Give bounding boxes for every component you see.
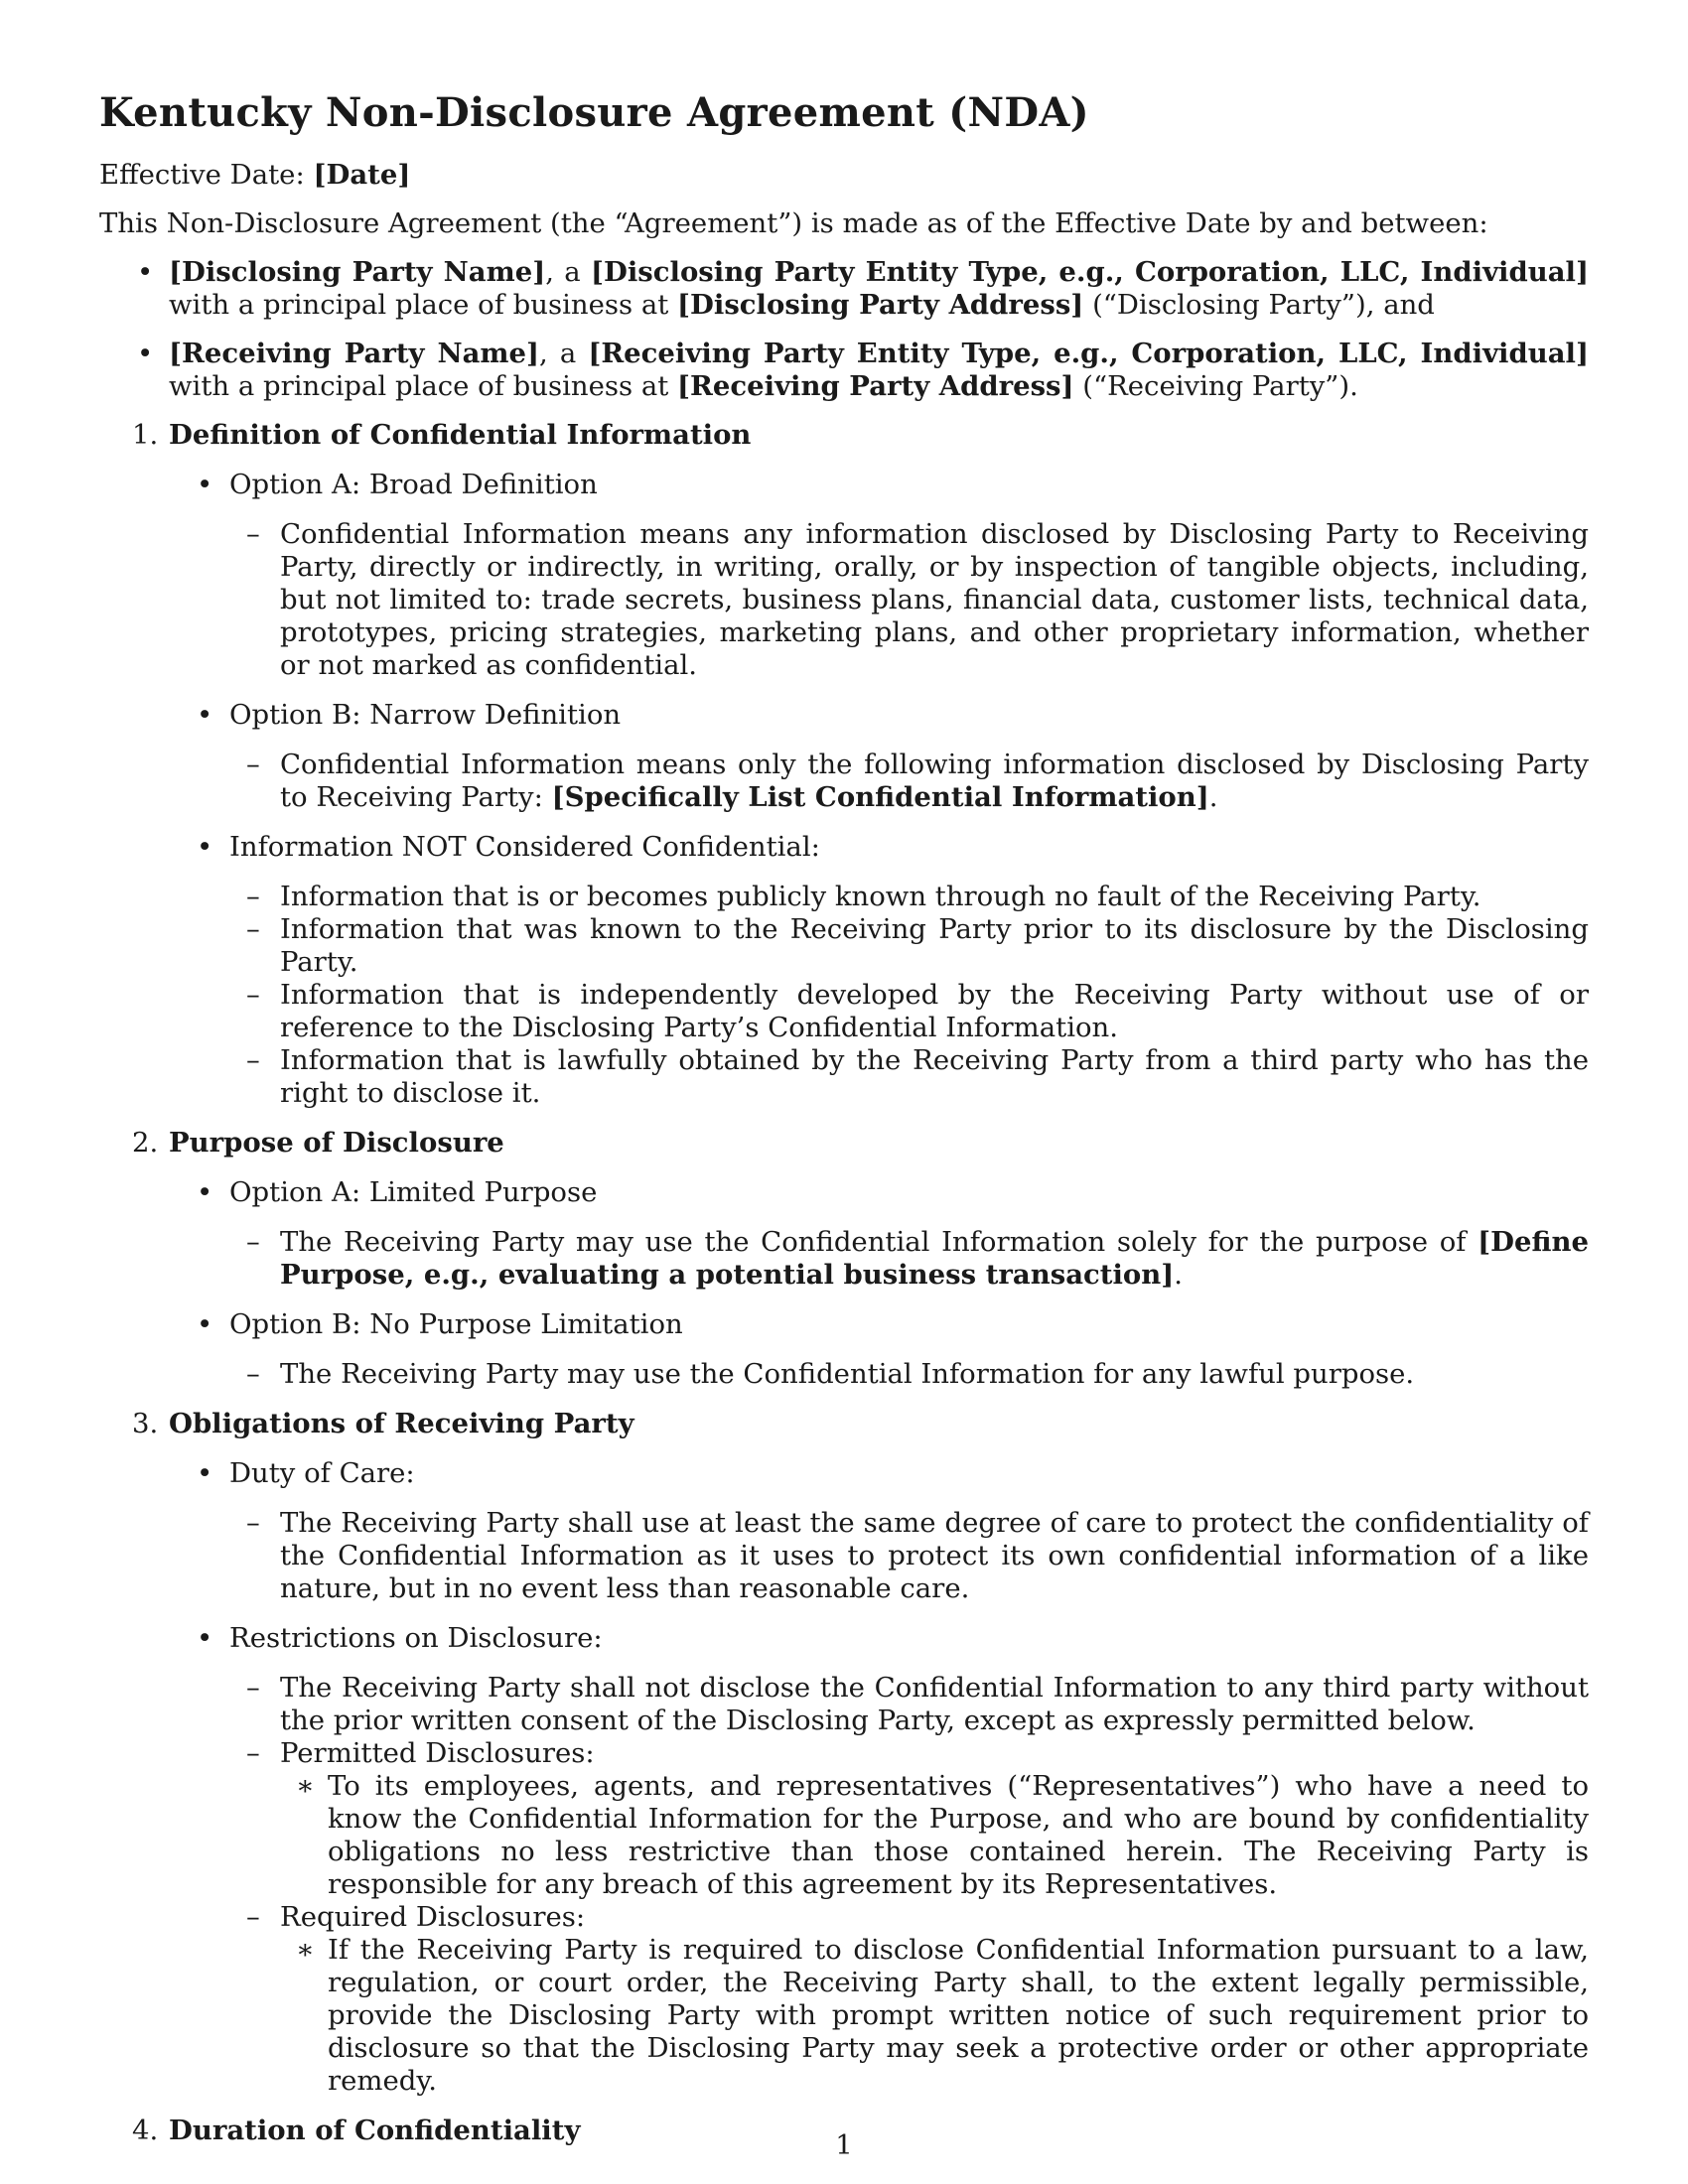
section-3 xyxy=(99,1408,1589,2098)
disclosing-party-address: [Disclosing Party Address] xyxy=(677,289,1084,321)
effective-date-value: [Date] xyxy=(313,159,411,191)
bullet-icon: • xyxy=(197,1176,213,1208)
list-item: – Information that is or becomes publicly known through no fault of the Receiving Party. xyxy=(246,881,1481,912)
disclosing-party-item: • [Disclosing Party Name], a [Disclosing Party Entity Type, e.g., Corporation, LLC, Individual] with a principal place of business at [Disclosing Party Address] (“Disclosing Party”), and xyxy=(137,256,1589,321)
section-heading: 4. Duration of Confidentiality xyxy=(132,2115,581,2146)
placeholder-field: [Specifically List Confidential Information] xyxy=(551,781,1209,813)
section-heading: 3. Obligations of Receiving Party xyxy=(132,1408,634,1439)
option-item: • Option B: No Purpose Limitation xyxy=(197,1308,683,1340)
dash-icon: – xyxy=(246,1507,260,1539)
dash-icon: – xyxy=(246,979,260,1011)
option-text: – Confidential Information means only the following information disclosed by Disclosing Party to Receiving Party: [Specifically List Confidential Information]. xyxy=(246,749,1589,813)
list-item: – Information that was known to the Receiving Party prior to its disclosure by the Disclosing Party. xyxy=(246,913,1589,978)
bullet-icon: • xyxy=(197,831,213,863)
section-1 xyxy=(99,419,1589,1110)
dash-icon: – xyxy=(246,1358,260,1390)
dash-icon: – xyxy=(246,881,260,912)
receiving-party-address: [Receiving Party Address] xyxy=(677,370,1074,402)
section-heading: 1. Definition of Confidential Information xyxy=(132,419,752,451)
option-text: – Confidential Information means any information disclosed by Disclosing Party to Receiving Party, directly or indirectly, in writing, orally, or by inspection of tangible objects, including, but not limited to: trade secrets, business plans, financial data, customer lists, technical data, prototypes, pricing strategies, marketing plans, and other proprietary information, whether or not marked as confidential. xyxy=(246,518,1589,681)
disclosing-party-entity: [Disclosing Party Entity Type, e.g., Corporation, LLC, Individual] xyxy=(590,256,1589,288)
dash-icon: – xyxy=(246,1672,260,1704)
receiving-party-name: [Receiving Party Name] xyxy=(169,338,540,369)
bullet-icon: • xyxy=(197,699,213,731)
dash-icon: – xyxy=(246,1044,260,1076)
option-item: • Restrictions on Disclosure: xyxy=(197,1622,603,1654)
list-subitem: ∗ To its employees, agents, and representatives (“Representatives”) who have a need to know the Confidential Information for the Purpose, and who are bound by confidentiality obligations no less restrictive than those contained herein. The Receiving Party is responsible for any breach of this agreement by its Representatives. xyxy=(296,1770,1589,1900)
option-item: • Duty of Care: xyxy=(197,1457,415,1489)
effective-date-line xyxy=(99,159,1589,192)
dash-icon: – xyxy=(246,1901,260,1933)
option-text: – The Receiving Party may use the Confidential Information for any lawful purpose. xyxy=(246,1358,1415,1390)
asterisk-icon: ∗ xyxy=(296,1770,315,1802)
bullet-icon: • xyxy=(197,1457,213,1489)
dash-icon: – xyxy=(246,1737,260,1769)
bullet-icon: • xyxy=(197,469,213,500)
dash-icon: – xyxy=(246,913,260,945)
document-page xyxy=(99,87,1589,2164)
option-item: • Option A: Limited Purpose xyxy=(197,1176,598,1208)
receiving-party-entity: [Receiving Party Entity Type, e.g., Corporation, LLC, Individual] xyxy=(588,338,1589,369)
receiving-party-item: • [Receiving Party Name], a [Receiving Party Entity Type, e.g., Corporation, LLC, Individual] with a principal place of business at [Receiving Party Address] (“Receiving Party”). xyxy=(137,338,1589,402)
intro-paragraph: This Non-Disclosure Agreement (the “Agreement”) is made as of the Effective Date by and between: xyxy=(99,207,1488,239)
disclosing-party-name: [Disclosing Party Name] xyxy=(169,256,546,288)
dash-icon: – xyxy=(246,1226,260,1258)
option-text: – The Receiving Party shall use at least the same degree of care to protect the confidentiality of the Confidential Information as it uses to protect its own confidential information of a like nature, but in no event less than reasonable care. xyxy=(246,1507,1589,1604)
option-text: – The Receiving Party shall not disclose the Confidential Information to any third party without the prior written consent of the Disclosing Party, except as expressly permitted below. xyxy=(246,1672,1589,1736)
list-subitem: ∗ If the Receiving Party is required to disclose Confidential Information pursuant to a law, regulation, or court order, the Receiving Party shall, to the extent legally permissible, provide the Disclosing Party with prompt written notice of such requirement prior to disclosure so that the Disclosing Party may seek a protective order or other appropriate remedy. xyxy=(296,1934,1589,2097)
bullet-icon: • xyxy=(197,1622,213,1654)
document-title: Kentucky Non-Disclosure Agreement (NDA) xyxy=(99,89,1089,136)
option-item: • Option A: Broad Definition xyxy=(197,469,598,500)
bullet-icon: • xyxy=(137,338,154,369)
bullet-icon: • xyxy=(137,256,154,288)
list-item: – Permitted Disclosures: xyxy=(246,1737,595,1769)
option-item: • Option B: Narrow Definition xyxy=(197,699,622,731)
option-item: • Information NOT Considered Confidential: xyxy=(197,831,820,863)
section-2 xyxy=(99,1127,1589,1391)
placeholder-field: [Define Purpose, e.g., evaluating a potential business transaction] xyxy=(280,1226,1589,1291)
option-text: – The Receiving Party may use the Confidential Information solely for the purpose of [Define Purpose, e.g., evaluating a potential business transaction]. xyxy=(246,1226,1589,1291)
page-number: 1 xyxy=(835,2129,853,2161)
effective-date-label: Effective Date: xyxy=(99,159,305,191)
dash-icon: – xyxy=(246,518,260,550)
asterisk-icon: ∗ xyxy=(296,1934,315,1966)
list-item: – Information that is independently developed by the Receiving Party without use of or reference to the Disclosing Party’s Confidential Information. xyxy=(246,979,1589,1043)
list-item: – Required Disclosures: xyxy=(246,1901,586,1933)
dash-icon: – xyxy=(246,749,260,780)
bullet-icon: • xyxy=(197,1308,213,1340)
section-heading: 2. Purpose of Disclosure xyxy=(132,1127,504,1159)
list-item: – Information that is lawfully obtained by the Receiving Party from a third party who has the right to disclose it. xyxy=(246,1044,1589,1109)
